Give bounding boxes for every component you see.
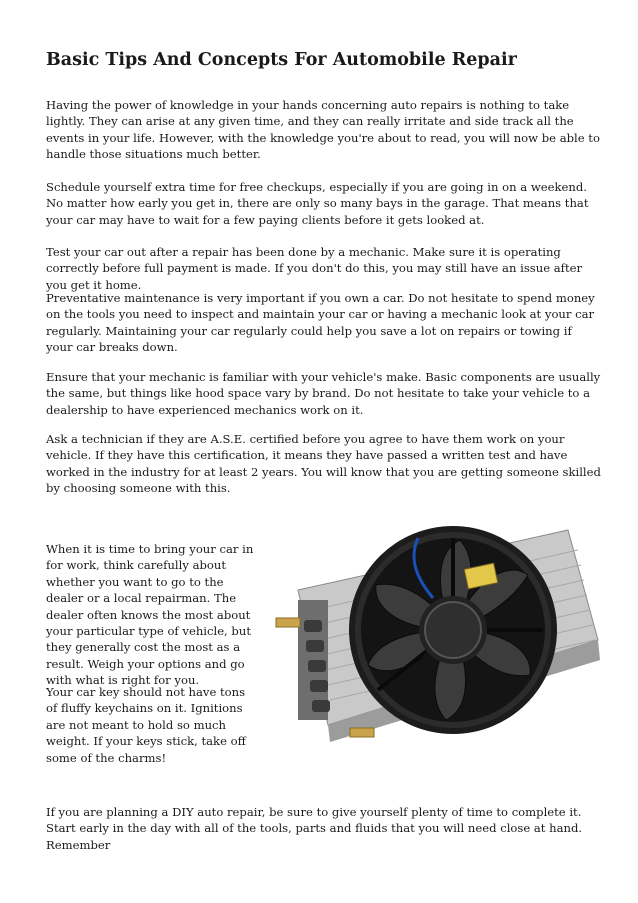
paragraph-dealer-vs-repairman: When it is time to bring your car in for work, think carefully about whether you want to go to the dealer or a local repairman. The dealer often knows the most about your particular type of vehicle, but they generally cost the most as a result. Weigh your options and go with what is right for you. — [46, 542, 254, 688]
radiator-fan-image — [268, 520, 608, 750]
paragraph-diy-repair: If you are planning a DIY auto repair, be sure to give yourself plenty of time to complete it. Start early in the day with all of the tools, parts and fluids that you will need close at hand. Remember — [46, 805, 583, 852]
paragraph-test-car: Test your car out after a repair has been done by a mechanic. Make sure it is operating correctly before full payment is made. If you don't do this, you may still have an issue after you get it home. — [46, 245, 583, 292]
paragraph-preventative: Preventative maintenance is very important if you own a car. Do not hesitate to spend money on the tools you need to inspect and maintain your car or having a mechanic look at your car regularly. Maintaining your car regularly could help you save a lot on repairs or towing if your car breaks down. — [46, 291, 595, 355]
paragraph-knowledge: Having the power of knowledge in your hands concerning auto repairs is nothing to take lightly. They can arise at any given time, and they can really irritate and side track all the events in your life. However, with the knowledge you're about to read, you will now be able to handle those situations much better. — [46, 98, 600, 162]
page-title: Basic Tips And Concepts For Automobile Repair — [46, 50, 517, 70]
paragraph-schedule: Schedule yourself extra time for free checkups, especially if you are going in on a weekend. No matter how early you get in, there are only so many bays in the garage. That means that your car may have to wait for a few paying clients before it gets looked at. — [46, 180, 589, 227]
paragraph-ase-certified: Ask a technician if they are A.S.E. certified before you agree to have them work on your vehicle. If they have this certification, it means they have passed a written test and have worked in the industry for at least 2 years. You will know that you are getting someone skilled by choosing someone with this. — [46, 432, 601, 496]
paragraph-car-key: Your car key should not have tons of fluffy keychains on it. Ignitions are not meant to hold so much weight. If your keys stick, take off some of the charms! — [46, 685, 246, 765]
paragraph-mechanic-make: Ensure that your mechanic is familiar with your vehicle's make. Basic components are usually the same, but things like hood space vary by brand. Do not hesitate to take your vehicle to a dealership to have experienced mechanics work on it. — [46, 370, 601, 417]
